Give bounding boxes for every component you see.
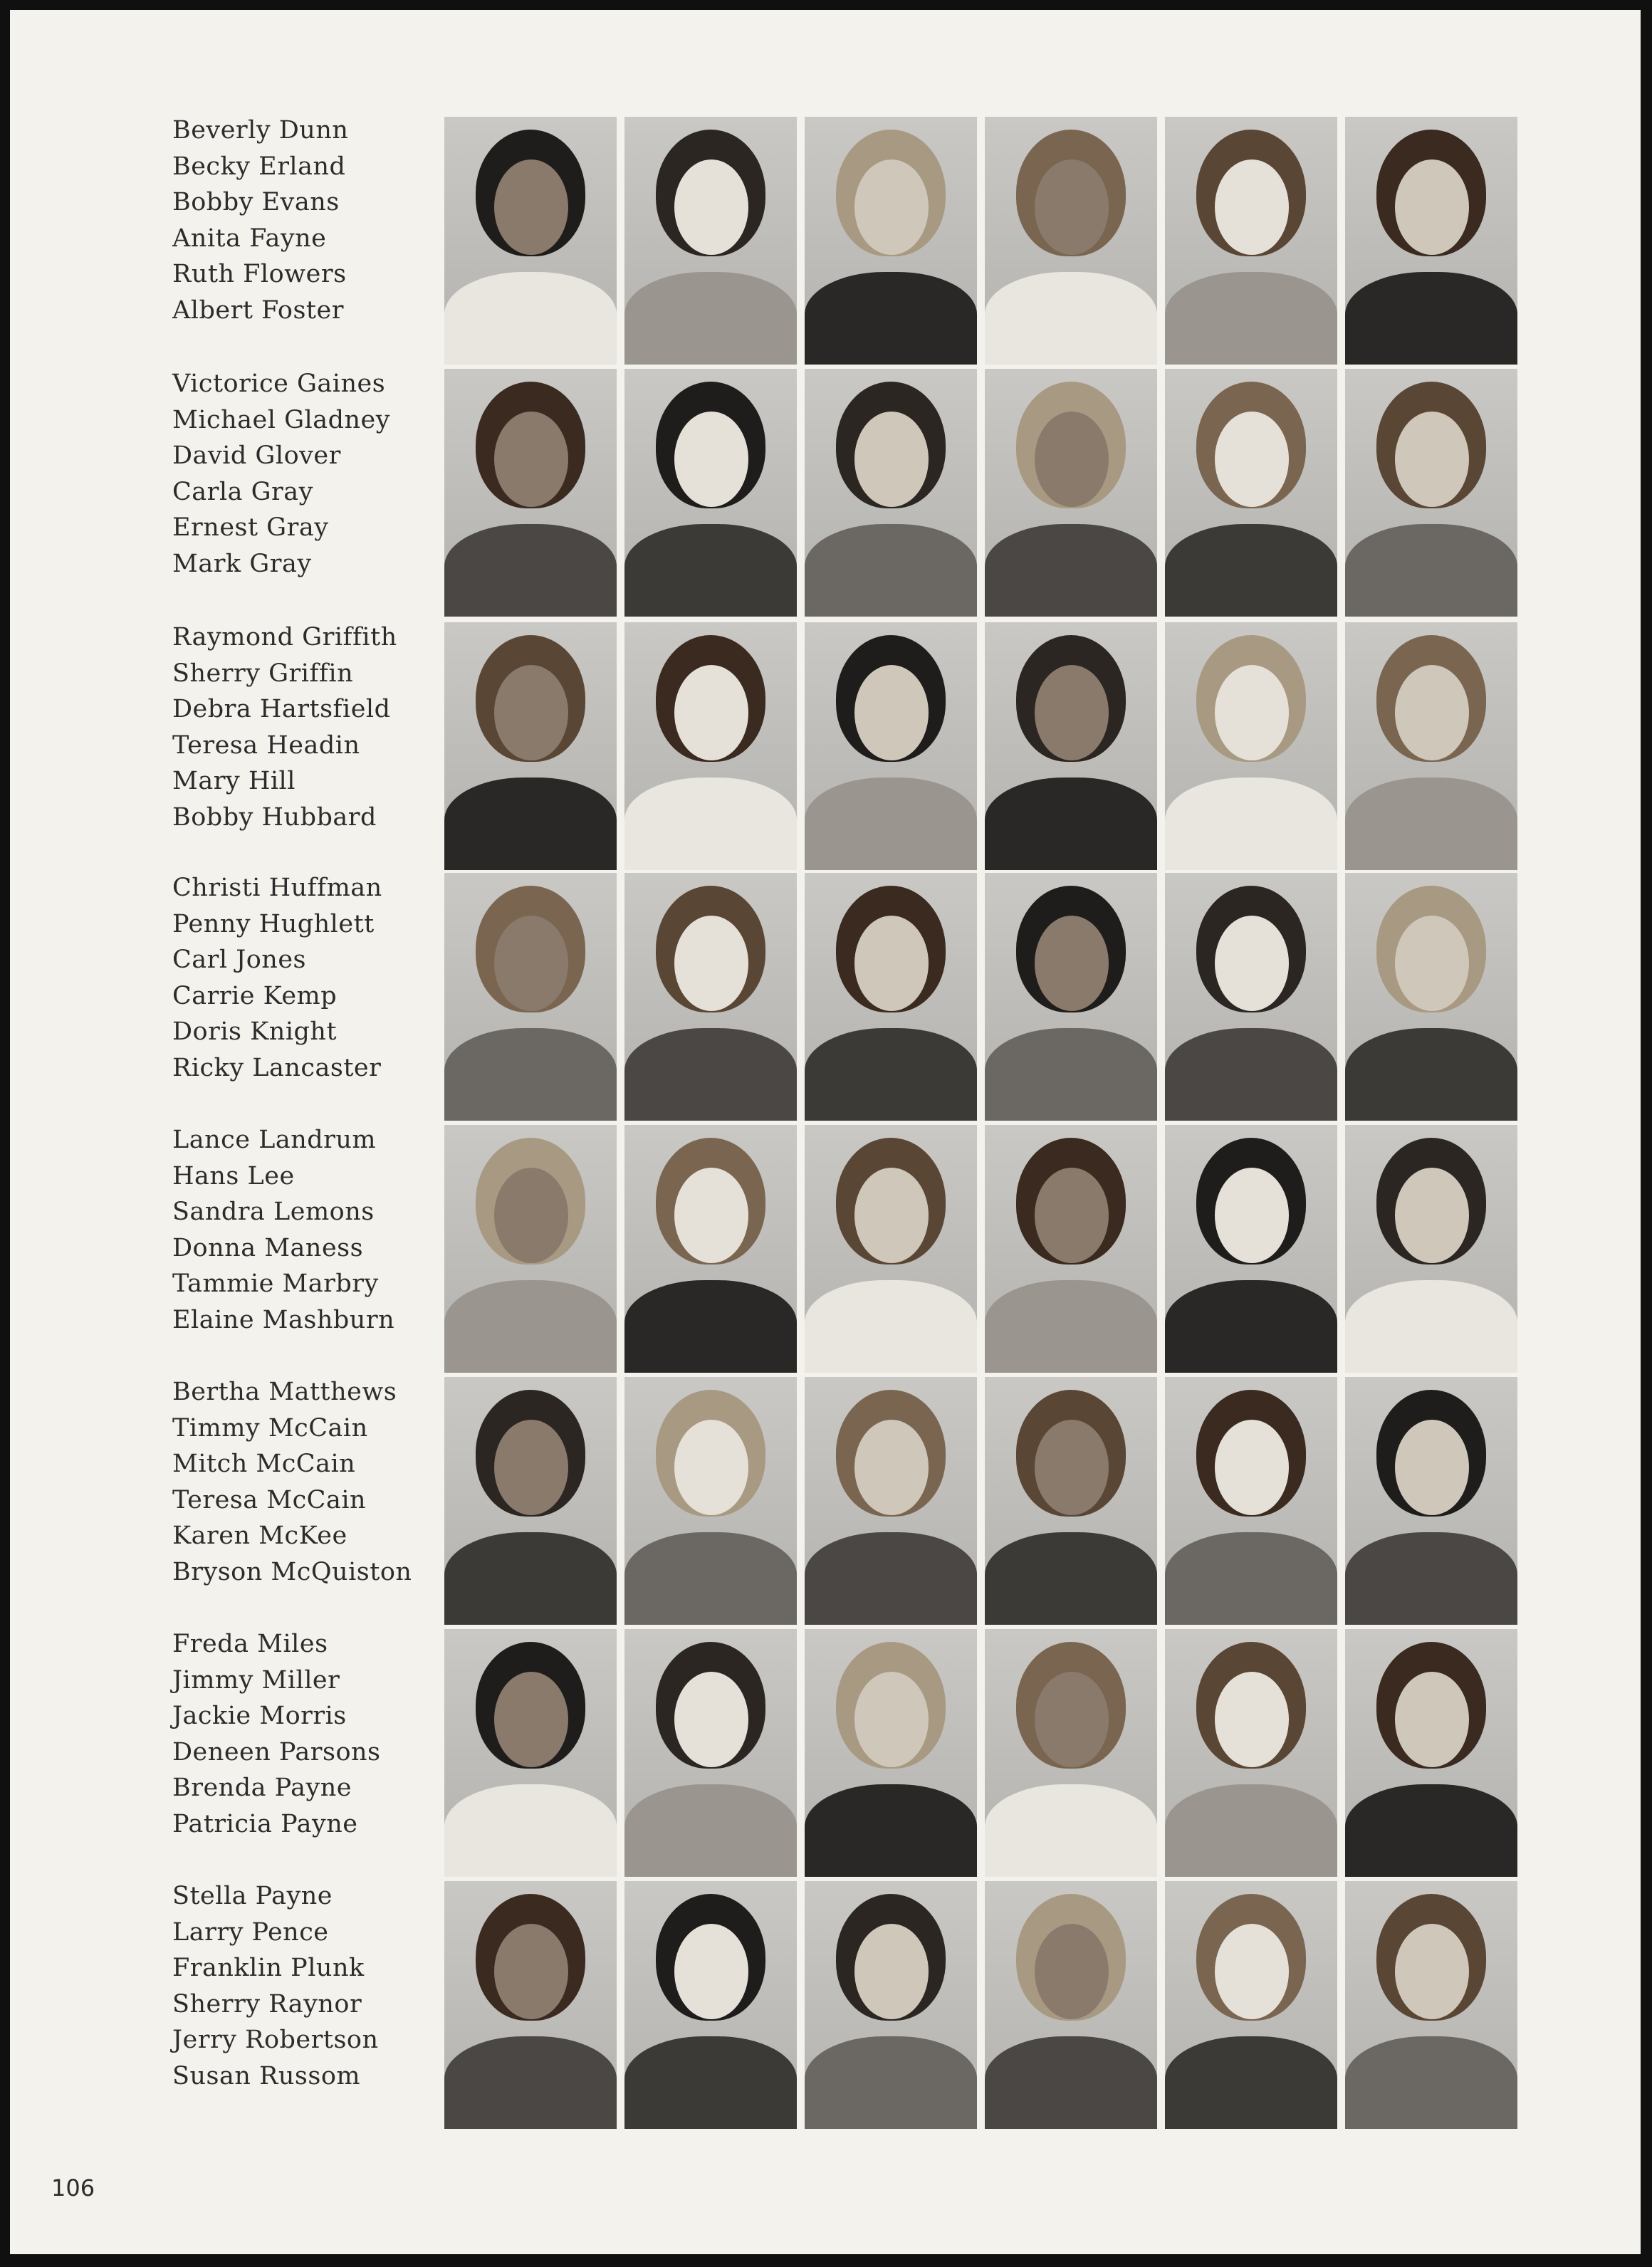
student-name: Sherry Griffin [172, 659, 354, 688]
student-name: Donna Maness [172, 1233, 364, 1262]
student-name: Elaine Mashburn [172, 1305, 395, 1334]
student-name: Becky Erland [172, 152, 346, 181]
student-name: Brenda Payne [172, 1774, 352, 1803]
student-name: Carrie Kemp [172, 981, 338, 1010]
student-name: Timmy McCain [172, 1413, 368, 1443]
student-portrait [624, 1377, 797, 1625]
student-portrait [444, 1629, 617, 1877]
student-portrait [1165, 1881, 1337, 2129]
student-name: Susan Russom [172, 2061, 361, 2090]
name-list [172, 1374, 450, 1591]
portrait-row [444, 1629, 1527, 1878]
student-name: Sherry Raynor [172, 1989, 362, 2019]
student-name: Penny Hughlett [172, 909, 375, 938]
student-name: Debra Hartsfield [172, 695, 391, 724]
student-name: Albert Foster [172, 295, 344, 325]
name-list [172, 870, 450, 1087]
student-name: Doris Knight [172, 1017, 338, 1047]
student-name: Christi Huffman [172, 874, 382, 902]
student-name: Patricia Payne [172, 1809, 358, 1838]
student-name: Larry Pence [172, 1917, 329, 1947]
student-name: Mark Gray [172, 549, 312, 578]
student-portrait [805, 1377, 977, 1625]
student-name: Mary Hill [172, 767, 296, 796]
student-name: Hans Lee [172, 1161, 295, 1190]
student-portrait [624, 1629, 797, 1877]
student-name: Michael Gladney [172, 405, 391, 434]
student-portrait [624, 1881, 797, 2129]
portrait-row [444, 369, 1527, 618]
student-name: Ernest Gray [172, 513, 329, 543]
student-portrait [805, 873, 977, 1121]
student-name: Deneen Parsons [172, 1737, 381, 1766]
student-portrait [805, 369, 977, 617]
student-portrait [805, 1125, 977, 1373]
student-portrait [985, 1125, 1157, 1373]
student-portrait [1345, 1629, 1517, 1877]
student-name: Jackie Morris [172, 1702, 347, 1731]
student-portrait [985, 622, 1157, 870]
name-list [172, 1626, 450, 1843]
student-name: Stella Payne [172, 1882, 333, 1910]
student-name: Lance Landrum [172, 1126, 377, 1154]
student-portrait [444, 1125, 617, 1373]
name-list [172, 1122, 450, 1339]
student-portrait [985, 873, 1157, 1121]
student-name: Carla Gray [172, 477, 313, 506]
student-portrait [1165, 1125, 1337, 1373]
name-list [172, 112, 450, 329]
student-name: Mitch McCain [172, 1450, 356, 1479]
student-portrait [444, 873, 617, 1121]
name-list [172, 1878, 450, 2095]
student-portrait [1165, 1377, 1337, 1625]
student-name: Bryson McQuiston [172, 1557, 412, 1586]
student-name: Sandra Lemons [172, 1198, 375, 1227]
name-list [172, 619, 450, 836]
student-name: Bobby Evans [172, 188, 340, 217]
portrait-row [444, 873, 1527, 1122]
student-name: Jimmy Miller [172, 1665, 340, 1695]
student-name: Ruth Flowers [172, 260, 347, 289]
student-portrait [805, 1881, 977, 2129]
student-name: Teresa Headin [172, 731, 360, 760]
student-name: Raymond Griffith [172, 623, 397, 651]
student-name: Victorice Gaines [172, 370, 386, 398]
student-portrait [985, 1881, 1157, 2129]
page-number: 106 [51, 2174, 95, 2201]
student-portrait [1165, 117, 1337, 365]
student-portrait [1165, 622, 1337, 870]
student-portrait [1345, 369, 1517, 617]
student-portrait [1345, 117, 1517, 365]
student-name: Tammie Marbry [172, 1269, 379, 1299]
student-portrait [985, 369, 1157, 617]
portrait-row [444, 1125, 1527, 1374]
student-portrait [444, 1881, 617, 2129]
student-portrait [1345, 622, 1517, 870]
student-portrait [624, 117, 797, 365]
student-name: Teresa McCain [172, 1485, 367, 1514]
student-name: Freda Miles [172, 1630, 328, 1658]
student-name: Beverly Dunn [172, 116, 349, 145]
student-portrait [1165, 369, 1337, 617]
student-name: Bertha Matthews [172, 1378, 397, 1406]
portrait-row [444, 622, 1527, 871]
student-portrait [1165, 1629, 1337, 1877]
student-name: Jerry Robertson [172, 2026, 379, 2055]
student-portrait [624, 873, 797, 1121]
student-portrait [1345, 1881, 1517, 2129]
portrait-row [444, 1881, 1527, 2130]
student-portrait [985, 117, 1157, 365]
name-list [172, 366, 450, 582]
student-name: David Glover [172, 441, 341, 471]
student-portrait [444, 117, 617, 365]
student-name: Carl Jones [172, 946, 307, 975]
student-portrait [1345, 1125, 1517, 1373]
student-name: Franklin Plunk [172, 1954, 365, 1983]
student-portrait [1165, 873, 1337, 1121]
student-portrait [1345, 873, 1517, 1121]
student-portrait [805, 622, 977, 870]
student-portrait [624, 369, 797, 617]
student-portrait [805, 1629, 977, 1877]
student-portrait [444, 622, 617, 870]
portrait-row [444, 1377, 1527, 1626]
student-name: Bobby Hubbard [172, 802, 377, 832]
student-portrait [444, 369, 617, 617]
student-portrait [805, 117, 977, 365]
student-name: Ricky Lancaster [172, 1053, 382, 1082]
student-portrait [624, 1125, 797, 1373]
student-portrait [444, 1377, 617, 1625]
student-portrait [985, 1377, 1157, 1625]
student-name: Karen McKee [172, 1522, 347, 1551]
yearbook-page [10, 10, 1641, 2254]
student-portrait [624, 622, 797, 870]
student-portrait [985, 1629, 1157, 1877]
student-name: Anita Fayne [172, 224, 327, 253]
portrait-row [444, 117, 1527, 366]
student-portrait [1345, 1377, 1517, 1625]
